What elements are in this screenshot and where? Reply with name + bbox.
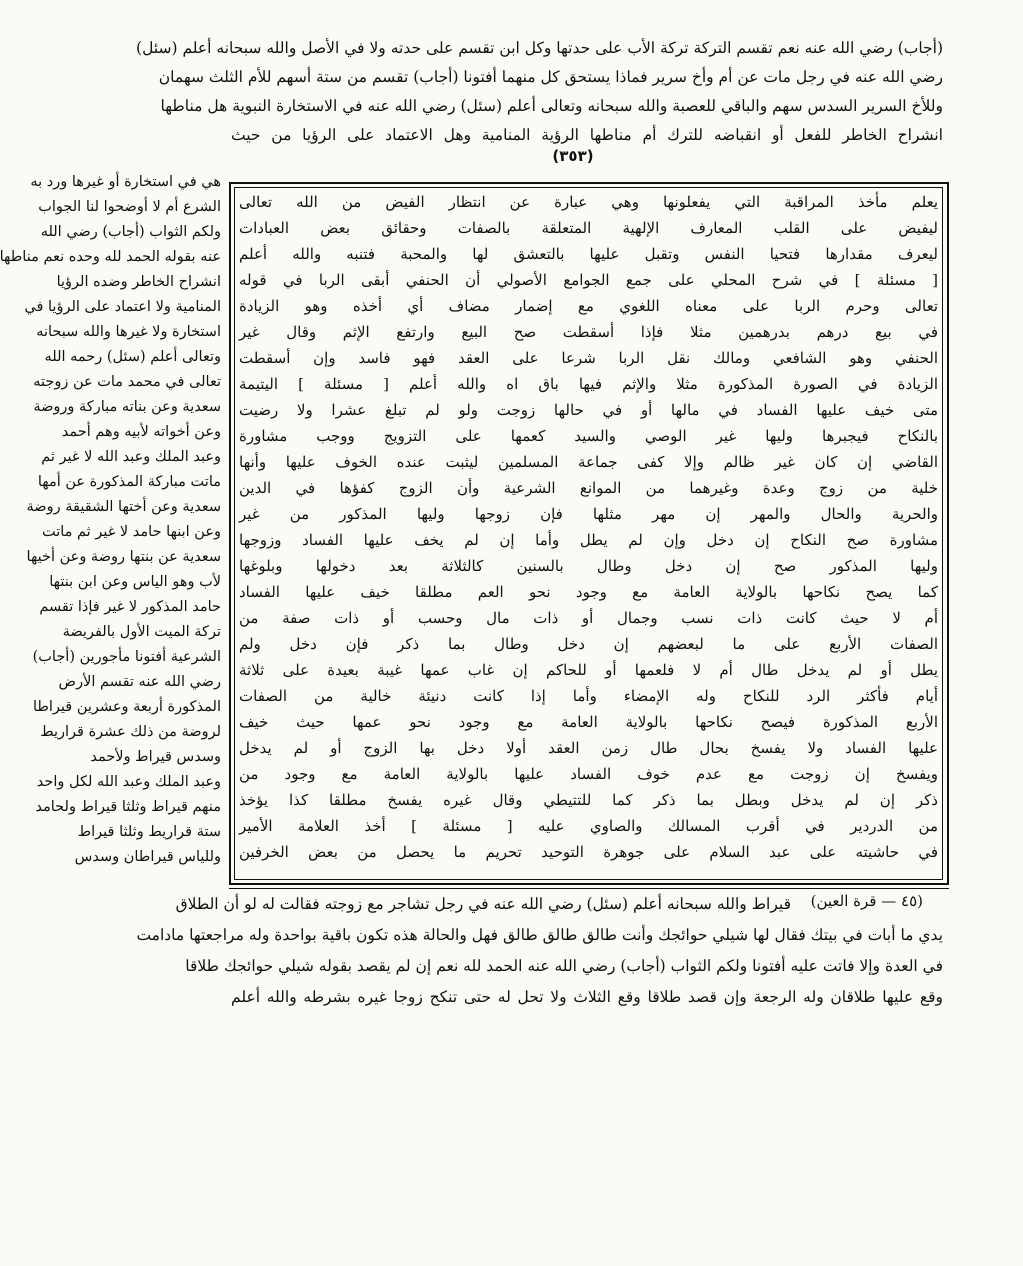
box-line: كما يصح نكاحها بالولاية العامة مع وجود نحو العم مطلقا خيف عليها الفساد <box>239 583 938 601</box>
box-line: والحرية والحال والمهر إن مهر مثلها فإن زوجها وليها المذكور من غير <box>239 505 938 523</box>
signature-label: (٤٥ — قرة العين) <box>807 891 923 911</box>
footer-line-2: يدي ما أبات في بيتك فقال لها شيلي حوائجك وأنت طالق طالق طالق فهل والحالة هذه تكون باقية بواحدة وله مراجعتها مادامت <box>136 926 943 944</box>
box-line: ويفسخ إن زوجت مع عدم خوف الفساد عليها بالولاية العامة مع وجود من <box>239 765 938 783</box>
side-line: انشراح الخاطر وضده الرؤيا <box>56 274 221 290</box>
side-line: وللياس قيراطان وسدس <box>74 849 221 865</box>
box-line: تعالى وحرم الربا على معناه اللغوي مع إضمار مضاف أي أخذه وهو الزيادة <box>239 297 938 315</box>
side-line: تركة الميت الأول بالفريضة <box>62 624 221 640</box>
box-line: الزيادة في الصورة المذكورة مثلا والإثم فيها باق اه والله أعلم [ مسئلة ] اليتيمة <box>239 375 938 393</box>
box-line: بالنكاح فيجبرها وليها غير الوصي والسيد كعمها على التزويج ووجب مشاورة <box>239 427 938 445</box>
box-line: أيام فأكثر الرد للنكاح وله الإمضاء وأما إذا كانت دنيئة خالية من الصفات <box>239 687 938 705</box>
side-line: منهم قيراط وثلثا قيراط ولحامد <box>35 799 221 815</box>
side-line: وعن ابنها حامد لا غير ثم ماتت <box>41 524 221 540</box>
side-line: وعبد الملك وعبد الله لا غير ثم <box>41 449 221 465</box>
box-line: [ مسئلة ] في شرح المحلي على جمع الجوامع الأصولي أن الحنفي أبقى الربا في قوله <box>239 271 938 289</box>
side-line: هي في استخارة أو غيرها ورد به <box>30 174 221 190</box>
box-line: الصفات الأربع على ما لبعضهم إن دخل وطال بما ذكر فإن دخل ولم <box>239 635 938 653</box>
side-line: وتعالى أعلم (سئل) رحمه الله <box>44 349 221 365</box>
side-line: سعدية وعن بناته مباركة وروضة <box>33 399 221 415</box>
header-line-4: انشراح الخاطر للفعل أو انقباضه للترك أم مناطها الرؤية المنامية وهل الاعتماد على الرؤيا من حيث <box>231 126 943 144</box>
side-line: لروضة من ذلك عشرة قراريط <box>40 724 221 740</box>
side-line: تعالى في محمد مات عن زوجته <box>33 374 221 390</box>
box-line: الحنفي وهو الشافعي ومالك نقل الربا شرعا على العقد فهو فاسد وإن أسقطت <box>239 349 938 367</box>
side-line: وعن أخواته لأبيه وهم أحمد <box>61 424 221 440</box>
side-line: الشرعية أفتونا مأجورين (أجاب) <box>32 649 221 665</box>
side-line: ماتت مباركة المذكورة عن أمها <box>37 474 221 490</box>
header-line-3: وللأخ السرير السدس سهم والباقي للعصبة والله سبحانه وتعالى أعلم (سئل) رضي الله عنه في الاستخارة النبوية هل مناطها <box>160 97 943 115</box>
side-line: وعبد الملك وعبد الله لكل واحد <box>36 774 221 790</box>
header-line-2: رضي الله عنه في رجل مات عن أم وأخ سرير فماذا يستحق كل منهما أفتونا (أجاب) تقسم من ستة أسهم للأم الثلث سهمان <box>158 68 943 86</box>
box-line: أم لا حيث كانت ذات نسب وجمال أو ذات مال وحسب أو ذات صفة من <box>239 609 938 627</box>
side-line: الشرع أم لا أوضحوا لنا الجواب <box>38 199 221 215</box>
side-line: المنامية ولا اعتماد على الرؤيا في <box>24 299 221 315</box>
box-line: الأربع المذكورة فيصح نكاحها بالولاية العامة مع وجود نحو عمها حيث خيف <box>239 713 938 731</box>
box-line: في حاشيته على عبد السلام على جوهرة التوحيد تحريم ما يحصل من بعض الخرفين <box>239 843 938 861</box>
side-line: لأب وهو الياس وعن ابن بنتها <box>49 574 221 590</box>
side-line: المذكورة أربعة وعشرين قيراطا <box>32 699 221 715</box>
side-line: رضي الله عنه تقسم الأرض <box>58 674 221 690</box>
side-line: ستة قراريط وثلثا قيراط <box>77 824 221 840</box>
header-line-1: (أجاب) رضي الله عنه نعم تقسم التركة تركة الأب على حدتها وكل ابن تقسم على حدته ولا في الأصل والله سبحانه أعلم (سئل) <box>136 39 943 57</box>
box-line: وليها المذكور صح إن دخل وطال بالسنين كالثلاثة بعد دخولها وبلوغها <box>239 557 938 575</box>
box-line: ذكر إن لم يدخل وبطل بما ذكر كما للتتيطي وقال غيره يفسخ مطلقا كذا يؤخذ <box>239 791 938 809</box>
box-line: ليفيض على القلب المعارف الإلهية المتعلقة بالصفات وحقائق بعض العبادات <box>239 219 938 237</box>
footer-line-3: في العدة وإلا فاتت عليه أفتونا ولكم الثواب (أجاب) رضي الله عنه الحمد لله نعم إن لم يقصد بقوله شيلي حوائجك طلاقا <box>185 957 943 975</box>
side-line: سعدية وعن أختها الشقيقة روضة <box>26 499 221 515</box>
box-line: خلية من زوج وعدة وغيرهما من الموانع الشرعية وأن الزوج كفؤها في الدين <box>239 479 938 497</box>
footer-rule <box>229 888 949 889</box>
footer-line-1: قيراط والله سبحانه أعلم (سئل) رضي الله عنه في رجل تشاجر مع زوجته فقالت له لو أن الطلاق <box>175 895 791 913</box>
side-line: ولكم الثواب (أجاب) رضي الله <box>40 224 221 240</box>
box-line: يطل أو لم يدخل طال أم لا فلعمها أو للحاكم إن غاب عمها غيبة بعيدة على ثلاثة <box>239 661 938 679</box>
footer-line-4: وقع عليها طلاقان وله الرجعة وإن قصد طلاقا وقع الثلاث ولا تحل له حتى تنكح زوجا غيره بشرطه والله أعلم <box>231 988 943 1006</box>
page-number: (٣٥٣) <box>552 147 594 165</box>
box-line: مشاورة صح النكاح إن دخل وإن لم يطل وأما إن لم يخف عليها الفساد وزوجها <box>239 531 938 549</box>
box-line: في بيع درهم بدرهمين مثلا فإذا أسقطت صح البيع وارتفع الإثم وقال غير <box>239 323 938 341</box>
side-line: وسدس قيراط ولأحمد <box>90 749 221 765</box>
box-line: يعلم مأخذ المراقبة التي يفعلونها وهي عبارة عن انتظار الفيض من الله تعالى <box>239 193 938 211</box>
box-line: ليعرف مقدارها فتحيا النفس وتقبل عليها بالتعشق لها والمحبة فتنبه والله أعلم <box>239 245 938 263</box>
side-line: سعدية عن بنتها روضة وعن أخيها <box>26 549 221 565</box>
side-line: عنه بقوله الحمد لله وحده نعم مناطها <box>0 249 221 265</box>
box-line: متى خيف عليها الفساد في مالها أو في حالها زوجت ولو لم تبلغ عشرا ولا رضيت <box>239 401 938 419</box>
side-line: استخارة ولا غيرها والله سبحانه <box>36 324 221 340</box>
box-line: القاضي إن كان غير ظالم وإلا كفى جماعة المسلمين ليثبت عنده الخوف عليها وأنها <box>239 453 938 471</box>
box-line: من الدردير في أقرب المسالك والصاوي عليه [ مسئلة ] أخذ العلامة الأمير <box>239 817 938 835</box>
box-line: عليها الفساد ولا يفسخ بحال طال زمن العقد أولا دخل بها الزوج أو لم يدخل <box>239 739 938 757</box>
side-line: حامد المذكور لا غير فإذا تقسم <box>39 599 221 615</box>
